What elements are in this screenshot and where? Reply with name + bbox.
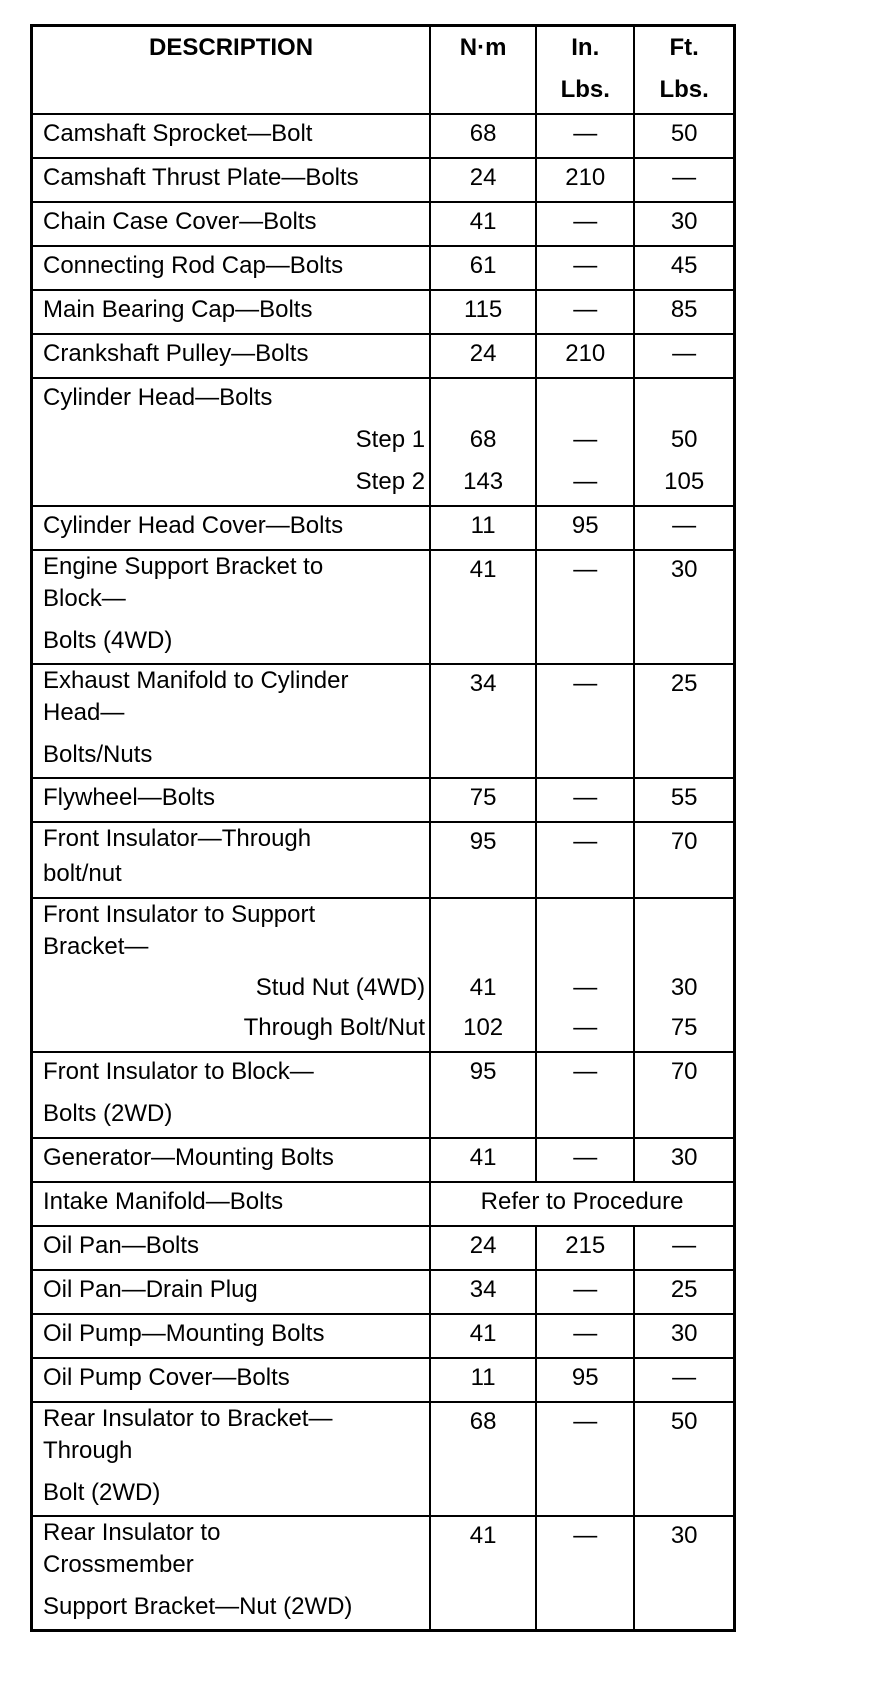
in-lbs-cell: 210 — [536, 158, 634, 202]
in-lbs-cell: — — — [536, 898, 634, 1052]
table-row — [32, 1270, 735, 1314]
torque-spec-table — [30, 24, 736, 1632]
ft-lbs-cell: — — [634, 158, 734, 202]
table-row — [32, 202, 735, 246]
nm-cell: 68 — [430, 1402, 536, 1516]
table-row — [32, 1358, 735, 1402]
ft-lbs-cell: 45 — [634, 246, 734, 290]
table-row — [32, 290, 735, 334]
in-lbs-cell: — — — [536, 378, 634, 506]
nm-cell: 68 — [430, 114, 536, 158]
description-cell: Front Insulator to Support Bracket— Stud Nut (4WD) Through Bolt/Nut — [32, 898, 431, 1052]
nm-cell: 11 — [430, 506, 536, 550]
ft-lbs-cell: — — [634, 506, 734, 550]
ft-lbs-cell: 30 — [634, 1138, 734, 1182]
in-lbs-cell: 95 — [536, 1358, 634, 1402]
sub-item-label: Through Bolt/Nut — [243, 1014, 426, 1041]
ft-lbs-cell: 30 — [634, 1516, 734, 1631]
description-cell: Camshaft Thrust Plate—Bolts — [32, 158, 431, 202]
table-row — [32, 898, 735, 1052]
nm-cell: 95 — [430, 822, 536, 898]
table-row — [32, 1182, 735, 1226]
step-label: Step 1 — [355, 426, 426, 453]
nm-cell: 34 — [430, 1270, 536, 1314]
description-cell: Connecting Rod Cap—Bolts — [32, 246, 431, 290]
description-cell: Exhaust Manifold to Cylinder Head— Bolts/Nuts — [32, 664, 431, 778]
nm-cell: 41 — [430, 1138, 536, 1182]
ft-lbs-cell: 50 — [634, 114, 734, 158]
table-row — [32, 114, 735, 158]
in-lbs-cell: — — [536, 664, 634, 778]
table-row — [32, 1516, 735, 1631]
table-row — [32, 1052, 735, 1138]
description-cell: Front Insulator to Block— Bolts (2WD) — [32, 1052, 431, 1138]
in-lbs-cell: — — [536, 822, 634, 898]
description-cell: Front Insulator—Through bolt/nut — [32, 822, 431, 898]
description-cell: Oil Pan—Drain Plug — [32, 1270, 431, 1314]
ft-lbs-cell: 25 — [634, 1270, 734, 1314]
table-row — [32, 378, 735, 506]
in-lbs-cell: 215 — [536, 1226, 634, 1270]
nm-cell: 68 143 — [430, 378, 536, 506]
ft-lbs-cell: 30 — [634, 550, 734, 664]
ft-lbs-cell: — — [634, 1358, 734, 1402]
header-nm: N·m — [430, 26, 536, 115]
ft-lbs-cell: — — [634, 334, 734, 378]
description-cell: Oil Pump Cover—Bolts — [32, 1358, 431, 1402]
nm-cell: 41 — [430, 202, 536, 246]
in-lbs-cell: — — [536, 290, 634, 334]
refer-to-procedure-cell: Refer to Procedure — [430, 1182, 734, 1226]
ft-lbs-cell: 70 — [634, 822, 734, 898]
table-row — [32, 1314, 735, 1358]
nm-cell: 11 — [430, 1358, 536, 1402]
step-label: Step 2 — [355, 468, 426, 495]
ft-lbs-cell: 70 — [634, 1052, 734, 1138]
description-cell: Cylinder Head Cover—Bolts — [32, 506, 431, 550]
table-row — [32, 1226, 735, 1270]
table-row — [32, 822, 735, 898]
ft-lbs-cell: — — [634, 1226, 734, 1270]
description-cell: Rear Insulator to Crossmember Support Bracket—Nut (2WD) — [32, 1516, 431, 1631]
ft-lbs-cell: 50 105 — [634, 378, 734, 506]
in-lbs-cell: — — [536, 1314, 634, 1358]
in-lbs-cell: — — [536, 550, 634, 664]
header-ft-lbs: Ft. Lbs. — [634, 26, 734, 115]
table-row — [32, 1138, 735, 1182]
description-cell: Engine Support Bracket to Block— Bolts (4WD) — [32, 550, 431, 664]
nm-cell: 61 — [430, 246, 536, 290]
description-cell: Oil Pan—Bolts — [32, 1226, 431, 1270]
table-row — [32, 246, 735, 290]
in-lbs-cell: — — [536, 1138, 634, 1182]
nm-cell: 41 102 — [430, 898, 536, 1052]
nm-cell: 41 — [430, 550, 536, 664]
in-lbs-cell: — — [536, 1516, 634, 1631]
in-lbs-cell: — — [536, 778, 634, 822]
table-row — [32, 778, 735, 822]
table-row — [32, 334, 735, 378]
ft-lbs-cell: 30 — [634, 1314, 734, 1358]
table-row — [32, 1402, 735, 1516]
ft-lbs-cell: 85 — [634, 290, 734, 334]
in-lbs-cell: 210 — [536, 334, 634, 378]
description-cell: Generator—Mounting Bolts — [32, 1138, 431, 1182]
description-cell: Intake Manifold—Bolts — [32, 1182, 431, 1226]
ft-lbs-cell: 55 — [634, 778, 734, 822]
description-cell: Flywheel—Bolts — [32, 778, 431, 822]
header-description: DESCRIPTION — [32, 26, 431, 115]
nm-cell: 41 — [430, 1516, 536, 1631]
nm-cell: 34 — [430, 664, 536, 778]
header-in-lbs: In. Lbs. — [536, 26, 634, 115]
nm-cell: 115 — [430, 290, 536, 334]
table-row — [32, 506, 735, 550]
nm-cell: 75 — [430, 778, 536, 822]
table-row — [32, 664, 735, 778]
header-row — [32, 26, 735, 115]
ft-lbs-cell: 25 — [634, 664, 734, 778]
in-lbs-cell: — — [536, 246, 634, 290]
description-cell: Chain Case Cover—Bolts — [32, 202, 431, 246]
description-cell: Rear Insulator to Bracket— Through Bolt (2WD) — [32, 1402, 431, 1516]
sub-item-label: Stud Nut (4WD) — [255, 974, 426, 1001]
description-cell: Main Bearing Cap—Bolts — [32, 290, 431, 334]
description-cell: Cylinder Head—Bolts Step 1 Step 2 — [32, 378, 431, 506]
nm-cell: 24 — [430, 1226, 536, 1270]
ft-lbs-cell: 30 75 — [634, 898, 734, 1052]
in-lbs-cell: — — [536, 202, 634, 246]
table-row — [32, 550, 735, 664]
description-cell: Camshaft Sprocket—Bolt — [32, 114, 431, 158]
table-row — [32, 158, 735, 202]
nm-cell: 24 — [430, 158, 536, 202]
nm-cell: 95 — [430, 1052, 536, 1138]
ft-lbs-cell: 50 — [634, 1402, 734, 1516]
ft-lbs-cell: 30 — [634, 202, 734, 246]
description-cell: Oil Pump—Mounting Bolts — [32, 1314, 431, 1358]
in-lbs-cell: — — [536, 1052, 634, 1138]
in-lbs-cell: — — [536, 1402, 634, 1516]
nm-cell: 41 — [430, 1314, 536, 1358]
nm-cell: 24 — [430, 334, 536, 378]
description-cell: Crankshaft Pulley—Bolts — [32, 334, 431, 378]
in-lbs-cell: — — [536, 114, 634, 158]
in-lbs-cell: 95 — [536, 506, 634, 550]
in-lbs-cell: — — [536, 1270, 634, 1314]
